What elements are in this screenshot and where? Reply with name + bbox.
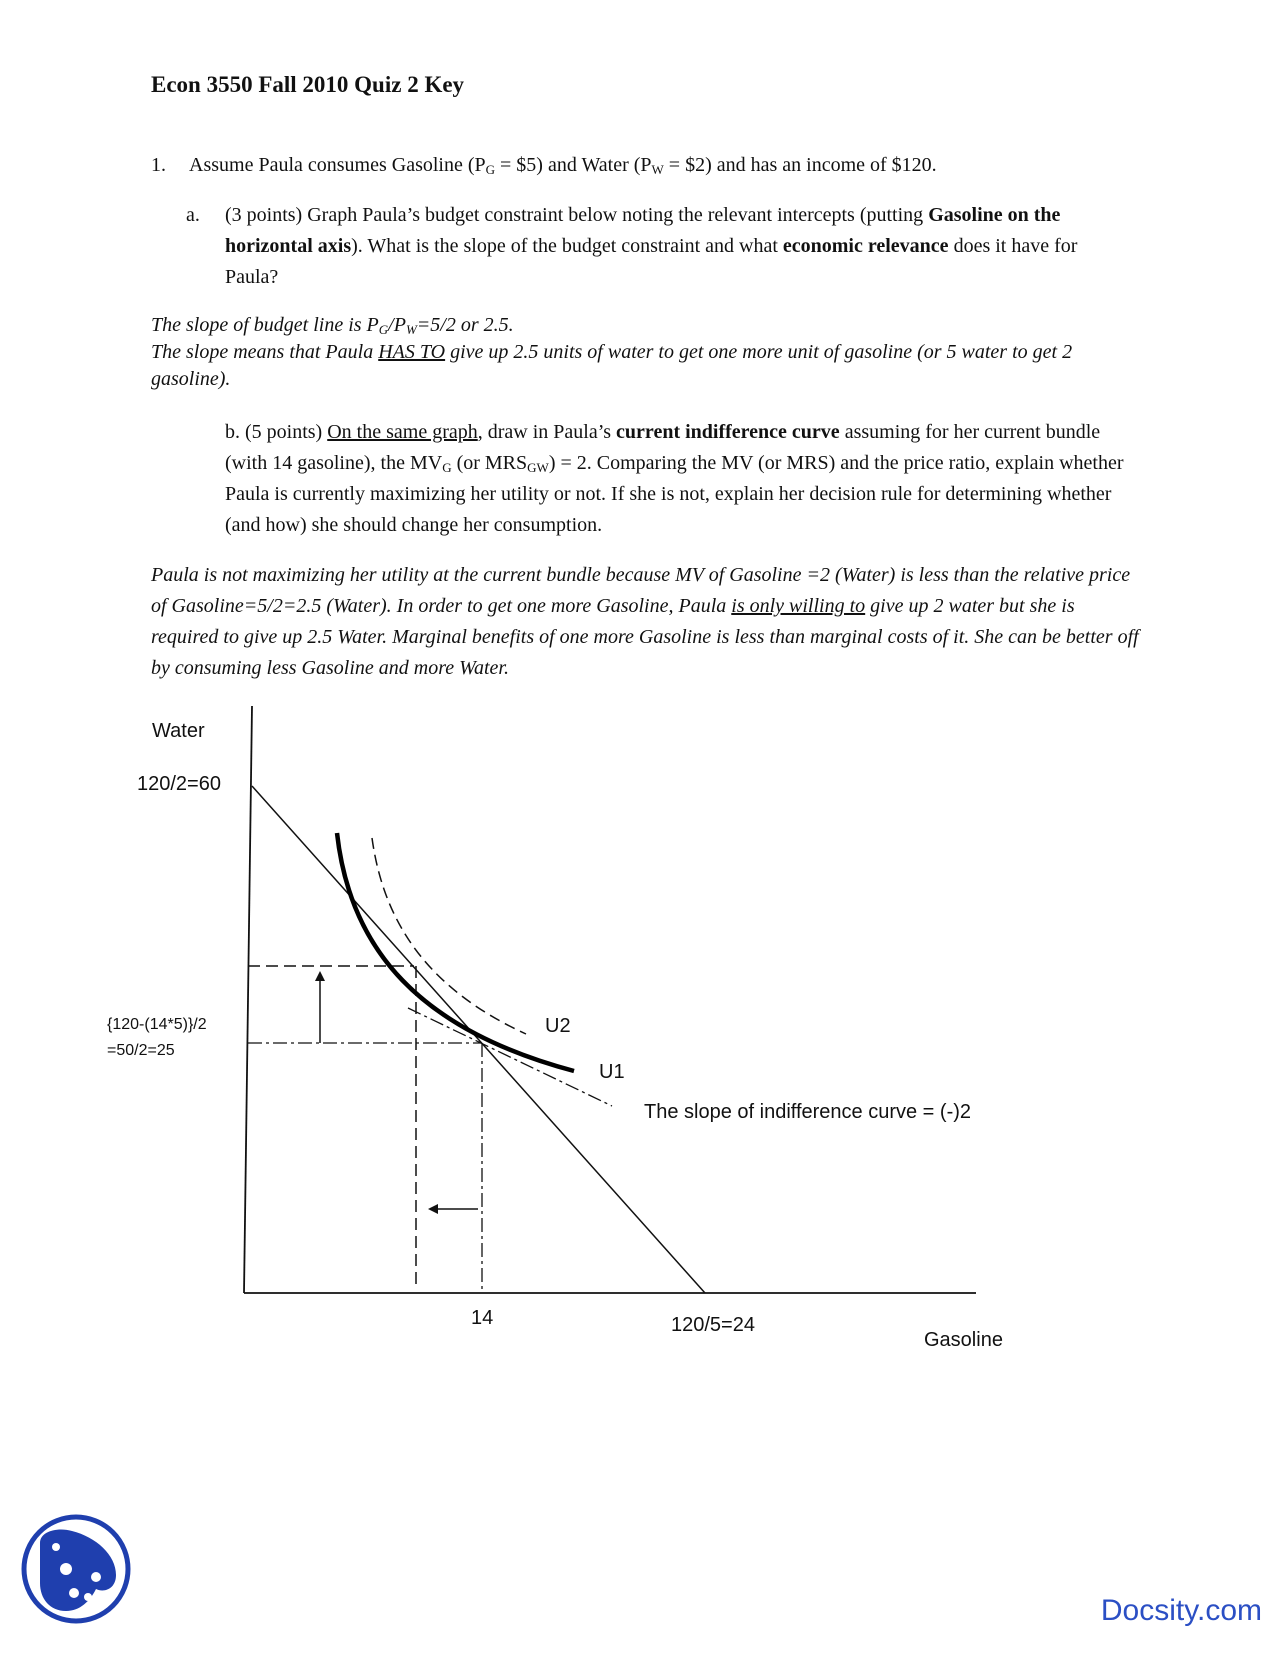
y-current-label-line-1: {120-(14*5)}/2 <box>107 1016 207 1033</box>
answer-1a-line-2: The slope means that Paula HAS TO give up 2.5 units of water to get one more unit of gasoline (or 5 water to get 2 gasoline). <box>151 341 1073 390</box>
budget-indifference-graph <box>0 690 1280 1370</box>
slope-note: The slope of indifference curve = (-)2 <box>644 1101 972 1123</box>
question-1a-label: a. <box>186 204 200 226</box>
indifference-curve-u2 <box>372 838 526 1034</box>
indifference-curve-u1 <box>337 833 574 1071</box>
docsity-logo-icon <box>20 1513 132 1625</box>
x-current-label: 14 <box>471 1307 494 1329</box>
u2-label: U2 <box>545 1015 571 1037</box>
y-current-label-line-2: =50/2=25 <box>107 1042 175 1059</box>
x-intercept-label: 120/5=24 <box>671 1314 755 1336</box>
x-axis-label: Gasoline <box>924 1329 1003 1351</box>
question-1-text: Assume Paula consumes Gasoline ($P_G$ = $5) and Water ($P_W$ = $2) and has an income of $120. <box>189 154 937 177</box>
page-title: Econ 3550 Fall 2010 Quiz 2 Key <box>151 72 465 97</box>
answer-1a-line-1: The slope of budget line is $P_G/P_W=5/2$ or 2.5. <box>151 314 514 337</box>
docsity-brand[interactable]: Docsity.com <box>1100 1594 1262 1627</box>
question-1b: b. (5 points) On the same graph, draw in Paula’s current indifference curve assuming for her current bundle (with 14 gasoline), the $MV_G$ (or $MRS_{GW}) = 2$. Comparing the MV (or MRS) and the price ratio, explain whether Paula is currently maximizing her utility or not. If she is not, explain her decision rule for determining whether (and how) she should change her consumption. <box>225 421 1124 536</box>
y-axis-label: Water <box>152 720 205 742</box>
question-1a <box>186 200 1136 293</box>
y-axis <box>244 706 252 1293</box>
answer-1a <box>151 312 1111 393</box>
indifference-slope-line <box>408 1008 612 1106</box>
question-number: 1. <box>151 154 166 176</box>
u1-label: U1 <box>599 1061 625 1083</box>
y-intercept-label: 120/2=60 <box>137 773 221 795</box>
question-1a-text: (3 points) Graph Paula’s budget constraint below noting the relevant intercepts (putting Gasoline on the horizontal axis). What is the slope of the budget constraint and what economic relevance does it have for Paula? <box>225 204 1078 288</box>
answer-1b: Paula is not maximizing her utility at the current bundle because MV of Gasoline =2 (Water) is less than the relative price of Gasoline=5/2=2.5 (Water). In order to get one more Gasoline, Paula is only willing to give up 2 water but she is required to give up 2.5 Water. Marginal benefits of one more Gasoline is less than marginal costs of it. She can be better off by consuming less Gasoline and more Water. <box>151 564 1139 679</box>
